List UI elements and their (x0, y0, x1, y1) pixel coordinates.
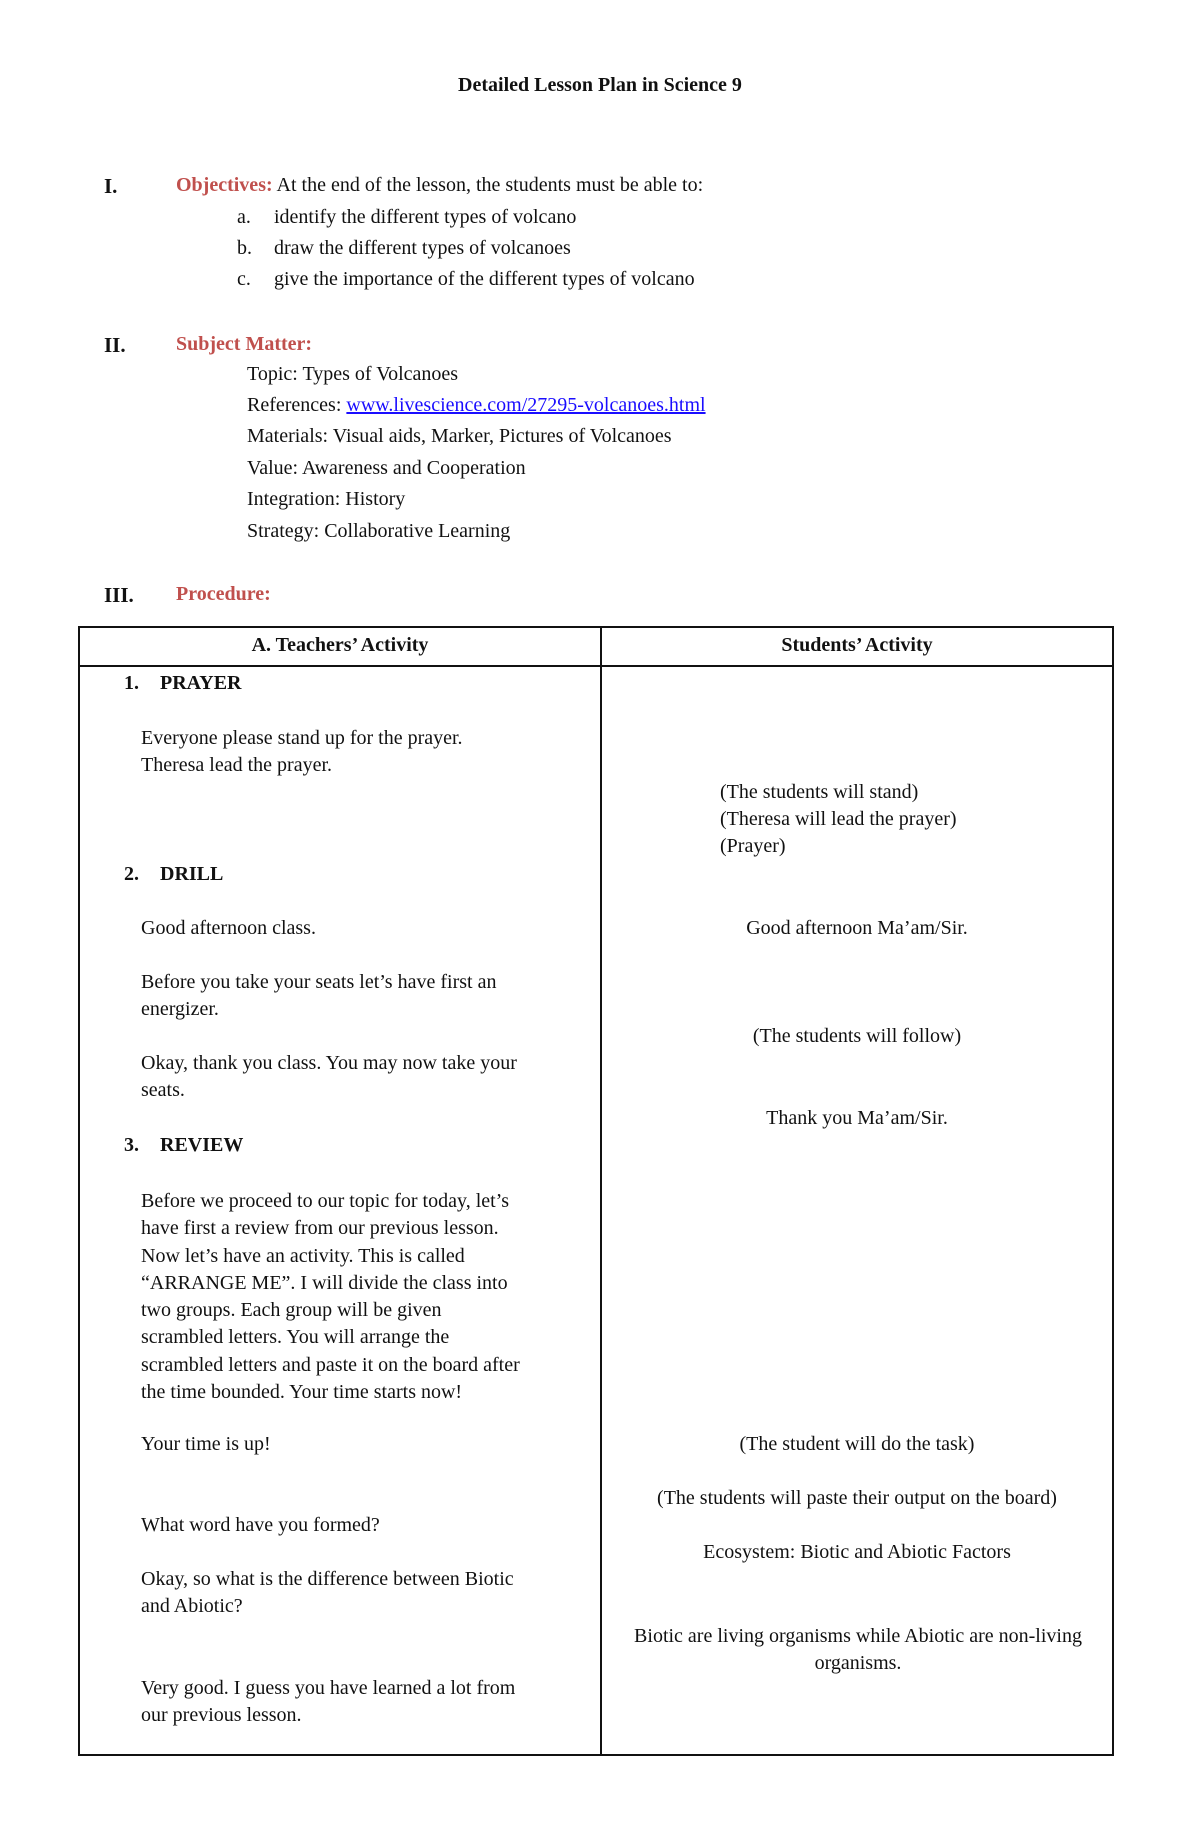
objectives-intro: At the end of the lesson, the students must be able to: (276, 174, 704, 196)
teacher-drill-thanks: seats. (141, 1079, 185, 1101)
teacher-prayer-line: Theresa lead the prayer. (141, 754, 333, 776)
procedure-heading: Procedure: (176, 583, 271, 605)
student-answer: Ecosystem: Biotic and Abiotic Factors (703, 1541, 1011, 1563)
section-numeral-objectives: I. (104, 174, 118, 198)
objectives-line (176, 174, 703, 197)
teacher-drill-greeting: Good afternoon class. (141, 917, 316, 939)
review-section-title: 3. REVIEW (124, 1134, 244, 1156)
prayer-section-title: 1. PRAYER (124, 672, 242, 694)
references-line (247, 394, 706, 417)
drill-section-title: 2. DRILL (124, 863, 224, 885)
subject-matter-heading: Subject Matter: (176, 333, 313, 355)
student-greeting: Good afternoon Ma’am/Sir. (746, 917, 968, 939)
student-biotic-answer: Biotic are living organisms while Abiotic are non-living organisms. (634, 1625, 1082, 1674)
document-title: Detailed Lesson Plan in Science 9 (458, 74, 742, 96)
student-paste: (The students will paste their output on the board) (657, 1487, 1057, 1509)
student-prayer-line: (Theresa will lead the prayer) (720, 808, 957, 830)
materials-line: Materials: Visual aids, Marker, Pictures of Volcanoes (247, 425, 672, 447)
topic-line: Topic: Types of Volcanoes (247, 363, 459, 385)
student-thanks: Thank you Ma’am/Sir. (766, 1107, 948, 1129)
references-label: References: (247, 394, 347, 416)
teacher-word-question: What word have you formed? (141, 1514, 380, 1536)
student-prayer-line: (Prayer) (720, 835, 786, 857)
teacher-difference-question: Okay, so what is the difference between Biotic (141, 1568, 514, 1590)
teacher-very-good: our previous lesson. (141, 1704, 302, 1726)
student-follow: (The students will follow) (752, 1025, 962, 1047)
teacher-difference-question: and Abiotic? (141, 1595, 243, 1617)
student-task: (The student will do the task) (739, 1433, 975, 1455)
student-prayer-line: (The students will stand) (720, 781, 919, 803)
teacher-very-good: Very good. I guess you have learned a lot from (141, 1677, 516, 1699)
objective-item-c: c. give the importance of the different types of volcano (237, 268, 695, 290)
table-header-divider (78, 665, 1114, 667)
objective-item-b: b. draw the different types of volcanoes (237, 237, 571, 259)
value-line: Value: Awareness and Cooperation (247, 457, 526, 479)
teacher-prayer-line: Everyone please stand up for the prayer. (141, 727, 463, 749)
section-numeral-procedure: III. (104, 583, 134, 607)
teacher-review-paragraph: Before we proceed to our topic for today, let’s have first a review from our previous lesson. Now let’s have an activity. This is called “ARRANGE ME”. I will divide the class into two groups. Each group will be given scrambled letters. You will arrange the scrambled letters and paste it on the board after the time bounded. Your time starts now! (141, 1190, 520, 1404)
teacher-activity-header: A. Teachers’ Activity (251, 634, 429, 656)
section-numeral-subject-matter: II. (104, 333, 126, 357)
table-column-divider (600, 626, 602, 1756)
references-link[interactable]: www.livescience.com/27295-volcanoes.html (346, 394, 706, 416)
teacher-drill-energizer: Before you take your seats let’s have first an (141, 971, 497, 993)
integration-line: Integration: History (247, 488, 406, 510)
teacher-drill-thanks: Okay, thank you class. You may now take your (141, 1052, 517, 1074)
teacher-time-up: Your time is up! (141, 1433, 271, 1455)
strategy-line: Strategy: Collaborative Learning (247, 520, 511, 542)
objective-item-a: a. identify the different types of volcano (237, 206, 577, 228)
student-activity-header: Students’ Activity (781, 634, 933, 656)
teacher-drill-energizer: energizer. (141, 998, 219, 1020)
objectives-heading: Objectives: (176, 174, 273, 196)
